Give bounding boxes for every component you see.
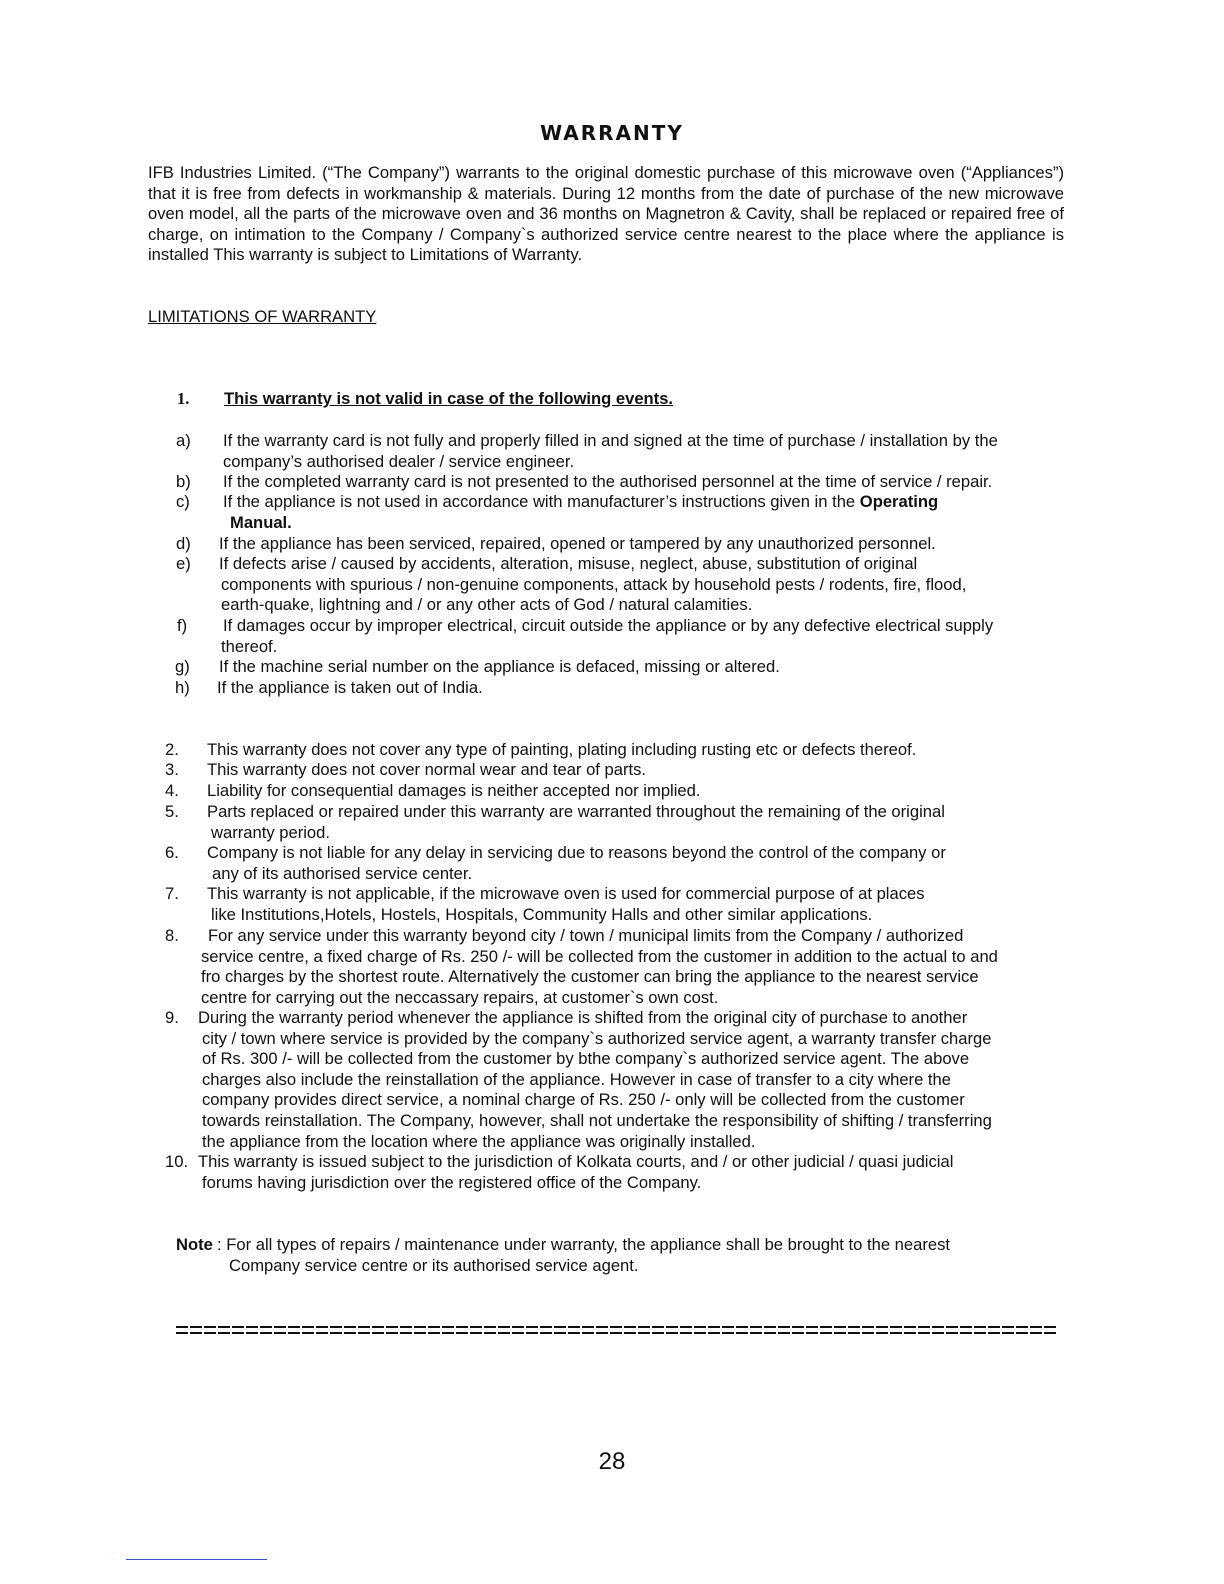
note-text-line: : For all types of repairs / maintenance under warranty, the appliance shall be brought to the nearest xyxy=(217,1235,951,1254)
text-line: Manual. xyxy=(230,512,292,532)
sub-item-label: d) xyxy=(176,534,191,553)
text-line: charges also include the reinstallation of the appliance. However in case of transfer to a city where the xyxy=(202,1069,951,1089)
divider-line xyxy=(176,1326,1056,1328)
item-number: 1. xyxy=(177,389,190,408)
sub-item-text xyxy=(219,534,936,555)
limitations-heading: LIMITATIONS OF WARRANTY xyxy=(148,307,377,326)
item-text xyxy=(207,740,916,761)
item-text xyxy=(207,760,646,781)
sub-item-label: e) xyxy=(176,554,191,573)
text-line: This warranty does not cover any type of painting, plating including rusting etc or defects thereof. xyxy=(207,740,917,759)
item-number: 10. xyxy=(165,1152,189,1171)
double-dash-divider xyxy=(176,1322,1056,1338)
text-line: Liability for consequential damages is neither accepted nor implied. xyxy=(207,781,701,800)
item-text xyxy=(198,1152,953,1193)
text-line: like Institutions,Hotels, Hostels, Hospitals, Community Halls and other similar applications. xyxy=(211,904,873,924)
item-text xyxy=(207,884,925,925)
item-number: 7. xyxy=(165,884,179,903)
item-number: 2. xyxy=(165,740,179,759)
intro-paragraph: IFB Industries Limited. (“The Company”) warrants to the original domestic purchase of this microwave oven (“Appliances”) that it is free from defects in workmanship & materials. During 12 months from the date of purchase of the new microwave oven model, all the parts of the microwave oven and 36 months on Magnetron & Cavity, shall be replaced or repaired free of charge, on intimation to the Company / Company`s authorized service centre nearest to the place where the appliance is installed This warranty is subject to Limitations of Warranty. xyxy=(148,163,1064,265)
sub-item-label: g) xyxy=(175,657,190,676)
text-line: If the completed warranty card is not presented to the authorised personnel at the time of service / repair. xyxy=(223,472,993,491)
text-line: If the appliance is taken out of India. xyxy=(217,678,483,697)
item-number: 5. xyxy=(165,802,179,821)
sub-item-text xyxy=(219,554,966,616)
text-line: warranty period. xyxy=(211,822,330,842)
text-line: If damages occur by improper electrical, circuit outside the appliance or by any defective electrical supply xyxy=(223,616,994,635)
text-line: If the appliance has been serviced, repaired, opened or tampered by any unauthorized personnel. xyxy=(219,534,936,553)
text-line: thereof. xyxy=(221,636,278,656)
sub-item-text xyxy=(223,492,938,533)
note-text-line: Company service centre or its authorised service agent. xyxy=(229,1255,639,1275)
text-line: company provides direct service, a nominal charge of Rs. 250 /- only will be collected from the customer xyxy=(202,1090,965,1110)
item-text xyxy=(201,926,998,1008)
item-number: 3. xyxy=(165,760,179,779)
sub-item-text xyxy=(223,431,998,472)
sub-item-text xyxy=(217,678,483,699)
divider-line xyxy=(176,1332,1056,1334)
sub-item-text xyxy=(223,472,992,493)
sub-item-label: b) xyxy=(176,472,191,491)
text-line: any of its authorised service center. xyxy=(212,863,473,883)
text-line: city / town where service is provided by the company`s authorized service agent, a warranty transfer charge xyxy=(202,1028,992,1048)
item-text xyxy=(207,843,946,884)
bold-term: Operating xyxy=(859,492,939,511)
text-line: This warranty is not applicable, if the microwave oven is used for commercial purpose of at places xyxy=(207,884,925,903)
text-line: Company is not liable for any delay in servicing due to reasons beyond the control of the company or xyxy=(207,843,946,862)
text-line: of Rs. 300 /- will be collected from the customer by bthe company`s authorized service agent. The above xyxy=(202,1049,970,1069)
note-label: Note xyxy=(176,1235,213,1254)
item-number: 8. xyxy=(165,926,179,945)
text-line: company’s authorised dealer / service engineer. xyxy=(223,451,575,471)
sub-item-label: h) xyxy=(175,678,190,697)
text-line: This warranty is issued subject to the jurisdiction of Kolkata courts, and / or other judicial / quasi judicial xyxy=(198,1152,954,1171)
text-line: During the warranty period whenever the appliance is shifted from the original city of purchase to another xyxy=(198,1008,968,1027)
item-heading: This warranty is not valid in case of the following events. xyxy=(224,389,674,408)
text-line: towards reinstallation. The Company, however, shall not undertake the responsibility of shifting / transferring xyxy=(202,1110,992,1130)
text-line: service centre, a fixed charge of Rs. 250 /- will be collected from the customer in addition to the actual to and xyxy=(201,946,998,966)
text-line: earth-quake, lightning and / or any other acts of God / natural calamities. xyxy=(221,595,753,615)
sub-item-label: f) xyxy=(177,616,188,635)
item-number: 4. xyxy=(165,781,179,800)
text-line: This warranty does not cover normal wear and tear of parts. xyxy=(207,760,647,779)
text-line: components with spurious / non-genuine components, attack by household pests / rodents, fire, flood, xyxy=(221,574,967,594)
text-line: If the machine serial number on the appliance is defaced, missing or altered. xyxy=(219,657,780,676)
item-text xyxy=(207,781,701,802)
footnote-separator xyxy=(126,1559,267,1560)
item-number: 9. xyxy=(165,1008,179,1027)
text-line: fro charges by the shortest route. Alternatively the customer can bring the appliance to the nearest service xyxy=(201,967,979,987)
sub-item-text xyxy=(219,657,780,678)
item-number: 6. xyxy=(165,843,179,862)
text-line xyxy=(223,492,938,513)
item-text xyxy=(207,802,945,843)
text-line: centre for carrying out the neccassary repairs, at customer`s own cost. xyxy=(201,987,719,1007)
text-line: forums having jurisdiction over the registered office of the Company. xyxy=(202,1172,702,1192)
text-segment: If the appliance is not used in accordance with manufacturer’s instructions given in the xyxy=(223,492,856,511)
sub-item-text xyxy=(223,616,993,657)
page-title: WARRANTY xyxy=(540,121,684,145)
text-line: For any service under this warranty beyond city / town / municipal limits from the Company / authorized xyxy=(208,926,964,945)
sub-item-label: c) xyxy=(176,492,190,511)
text-line: Parts replaced or repaired under this warranty are warranted throughout the remaining of the original xyxy=(207,802,945,821)
text-line: the appliance from the location where the appliance was originally installed. xyxy=(202,1131,756,1151)
page-number: 28 xyxy=(598,1448,626,1475)
text-line: If the warranty card is not fully and properly filled in and signed at the time of purchase / installation by the xyxy=(223,431,998,450)
text-line: If defects arise / caused by accidents, alteration, misuse, neglect, abuse, substitution of original xyxy=(219,554,918,573)
item-text xyxy=(198,1008,992,1152)
sub-item-label: a) xyxy=(176,431,191,450)
